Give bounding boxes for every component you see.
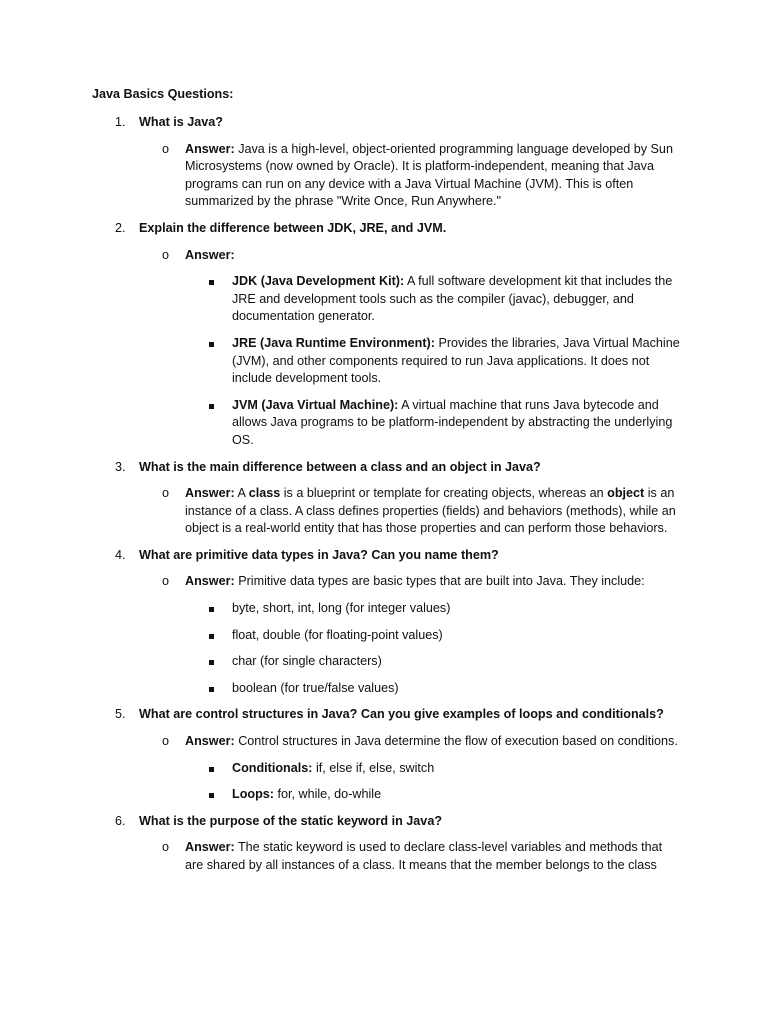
item-text: A virtual machine that runs Java bytecode and allows Java programs to be platform-independent by abstracting the underlying OS. — [232, 397, 673, 447]
document-page — [92, 86, 682, 884]
list-item — [92, 680, 682, 698]
answer-2 — [92, 247, 682, 265]
square-bullet-icon — [209, 767, 214, 772]
answer-text: Control structures in Java determine the flow of execution based on conditions. — [238, 734, 678, 749]
answer-label: Answer: — [185, 734, 235, 749]
question-2-heading — [92, 220, 682, 238]
list-item — [92, 335, 682, 388]
keyword-class: class — [248, 486, 281, 501]
answer-label: Answer: — [185, 840, 235, 855]
answer-text: The static keyword is used to declare class-level variables and methods that are shared by all instances of a class. It means that the member belongs to the class — [185, 840, 663, 872]
question-number: 5. — [115, 707, 126, 722]
item-text: if, else if, else, switch — [315, 760, 435, 775]
question-6 — [92, 813, 682, 875]
question-text: What is the main difference between a class and an object in Java? — [139, 459, 541, 474]
square-bullet-icon — [209, 634, 214, 639]
list-item — [92, 786, 682, 804]
answer-4 — [92, 573, 682, 591]
hollow-bullet-icon: o — [162, 486, 170, 501]
item-text: Provides the libraries, Java Virtual Machine (JVM), and other components required to run Java applications. It does not include development tools. — [232, 335, 680, 386]
item-text: A full software development kit that includes the JRE and development tools such as the compiler (javac), debugger, and documentation generator. — [232, 274, 673, 324]
question-number: 1. — [115, 115, 126, 129]
hollow-bullet-icon: o — [162, 247, 170, 262]
question-number: 6. — [115, 813, 126, 828]
question-text: What are primitive data types in Java? Can you name them? — [139, 547, 499, 562]
answer-1 — [92, 141, 682, 211]
question-3 — [92, 459, 682, 538]
square-bullet-icon — [209, 404, 214, 409]
document-title: Java Basics Questions: — [92, 87, 234, 101]
question-5-heading — [92, 706, 682, 724]
hollow-bullet-icon: o — [162, 574, 170, 589]
question-number: 3. — [115, 459, 126, 474]
list-item — [92, 600, 682, 618]
question-text: What is Java? — [139, 115, 223, 129]
answer-label: Answer: — [185, 247, 235, 262]
answer-5 — [92, 733, 682, 751]
item-term: JDK (Java Development Kit): — [232, 274, 405, 289]
answer-text-mid: is a blueprint or template for creating objects, whereas an — [283, 486, 604, 501]
answer-label: Answer: — [185, 486, 235, 501]
answer-3 — [92, 485, 682, 538]
answer-6 — [92, 839, 682, 874]
item-term: Loops: — [232, 787, 274, 802]
question-number: 2. — [115, 220, 126, 235]
square-bullet-icon — [209, 660, 214, 665]
answer-text-post: is an instance of a class. A class defines properties (fields) and behaviors (methods), while an object is a real-world entity that has those properties and can perform those behaviors. — [185, 486, 676, 536]
hollow-bullet-icon: o — [162, 734, 170, 749]
square-bullet-icon — [209, 793, 214, 798]
list-item — [92, 653, 682, 671]
item-text: char (for single characters) — [232, 654, 382, 669]
list-item — [92, 273, 682, 326]
list-item — [92, 397, 682, 450]
question-text: What is the purpose of the static keyword in Java? — [139, 813, 443, 828]
square-bullet-icon — [209, 342, 214, 347]
hollow-bullet-icon: o — [162, 141, 170, 156]
square-bullet-icon — [209, 687, 214, 692]
question-4-heading — [92, 547, 682, 565]
square-bullet-icon — [209, 280, 214, 285]
item-text: byte, short, int, long (for integer values) — [232, 601, 451, 616]
question-number: 4. — [115, 547, 126, 562]
item-term: JRE (Java Runtime Environment): — [232, 335, 435, 350]
question-6-heading — [92, 813, 682, 831]
keyword-object: object — [607, 486, 645, 501]
answer-text-pre: A — [237, 486, 246, 501]
question-text: Explain the difference between JDK, JRE, and JVM. — [139, 220, 447, 235]
question-text: What are control structures in Java? Can you give examples of loops and conditionals? — [139, 707, 664, 722]
list-item — [92, 627, 682, 645]
question-3-heading — [92, 459, 682, 477]
question-1 — [92, 114, 682, 211]
answer-text: Primitive data types are basic types that are built into Java. They include: — [238, 574, 645, 589]
answer-label: Answer: — [185, 574, 235, 589]
answer-label: Answer: — [185, 141, 235, 156]
question-5 — [92, 706, 682, 803]
question-4 — [92, 547, 682, 698]
answer-text: Java is a high-level, object-oriented programming language developed by Sun Microsystems (now owned by Oracle). It is platform-independent, meaning that Java programs can run on any device with a Java Virtual Machine (JVM). This is often summarized by the phrase "Write Once, Run Anywhere." — [185, 141, 673, 209]
square-bullet-icon — [209, 607, 214, 612]
item-text: boolean (for true/false values) — [232, 680, 399, 695]
list-item — [92, 760, 682, 778]
hollow-bullet-icon: o — [162, 840, 170, 855]
item-term: Conditionals: — [232, 760, 313, 775]
item-text: float, double (for floating-point values) — [232, 627, 443, 642]
question-2 — [92, 220, 682, 450]
item-text: for, while, do-while — [277, 787, 382, 802]
question-1-heading — [92, 114, 682, 132]
item-term: JVM (Java Virtual Machine): — [232, 397, 399, 412]
